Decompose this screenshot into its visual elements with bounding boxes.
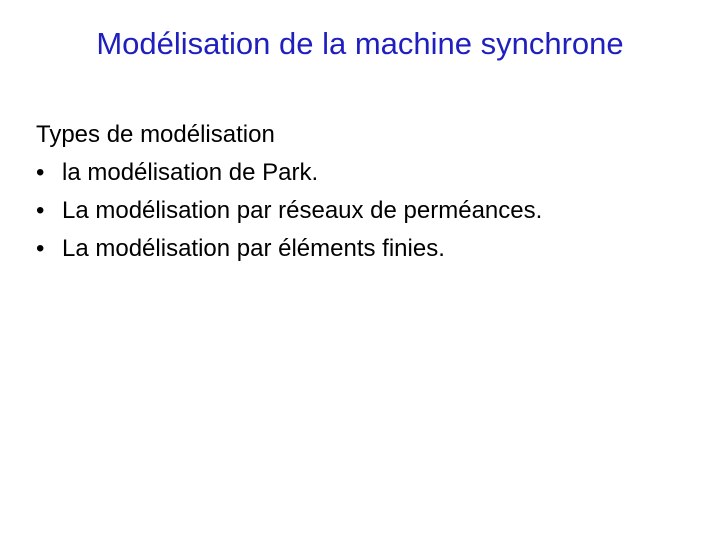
slide-title: Modélisation de la machine synchrone <box>96 26 624 61</box>
bullet-item-2 <box>36 192 696 230</box>
bullet-text-2: La modélisation par réseaux de perméances. <box>62 197 543 224</box>
slide-content <box>36 116 696 268</box>
bullet-text-1: la modélisation de Park. <box>62 159 319 186</box>
bullet-item-3 <box>36 230 696 268</box>
bullet-icon: • <box>36 159 45 186</box>
bullet-item-1 <box>36 154 696 192</box>
bullet-icon: • <box>36 197 45 224</box>
bullet-text-3: La modélisation par éléments finies. <box>62 235 445 262</box>
bullet-icon: • <box>36 235 45 262</box>
content-heading: Types de modélisation <box>36 121 275 148</box>
bullet-list <box>36 154 696 268</box>
